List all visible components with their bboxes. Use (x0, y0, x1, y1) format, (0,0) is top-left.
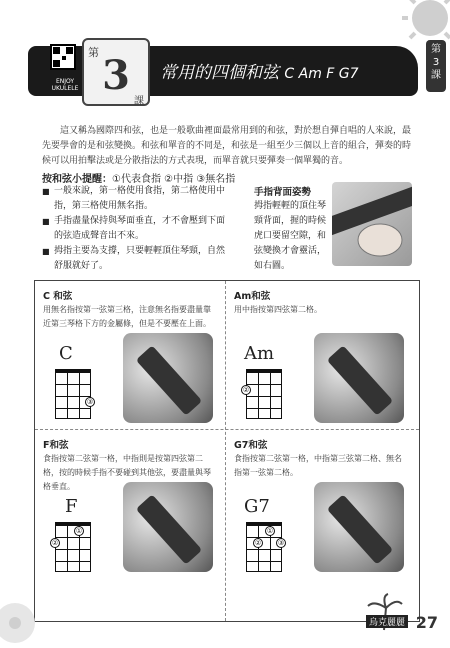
chord-photo (123, 482, 213, 572)
finger-dot: ③ (86, 398, 94, 406)
chord-title: C 和弦 (43, 291, 73, 302)
chord-title: F和弦 (43, 440, 69, 451)
chord-name: C (59, 343, 73, 364)
side-tab-di: 第 (431, 44, 441, 55)
footer-label: 烏克麗麗 (366, 615, 408, 628)
back-posture-heading: 手指背面姿勢 (254, 187, 312, 198)
lesson-di: 第 (88, 46, 99, 59)
finger-dot: ② (254, 539, 262, 547)
chord-diagram (51, 522, 91, 572)
intro-paragraph: 這又稱為國際四和弦，也是一般歌曲裡面最常用到的和弦，對於想自彈自唱的人來說，最先要學會的是和弦變換。和弦和單音的不同是，和弦是一組至少三個以上音的組合，彈奏的時候可以用拍擊法或是分散指法的方式表現，而單音就只要彈奏一個單獨的音。 (42, 126, 412, 166)
chord-description: 用無名指按第一弦第三格，注意無名指要盡量靠近第三琴格下方的金屬條，但是不要壓在上面。 (43, 305, 211, 328)
enjoy-ukulele-logo: ENJOY UKULELE (51, 78, 79, 92)
chord-title: Am和弦 (234, 291, 271, 302)
chord-cell-am (226, 281, 416, 429)
chord-cell-g7 (226, 430, 416, 578)
chord-title: G7和弦 (234, 440, 268, 451)
chord-description: 食指按第二弦第一格，中指第三弦第二格、無名指第一弦第二格。 (234, 454, 402, 477)
back-posture-text: 拇指輕輕的頂住琴頸背面，握的時候虎口要留空隙，和弦變換才會靈活，如右圖。 (254, 201, 327, 271)
side-tab-num: 3 (432, 57, 440, 68)
chord-cell-c (35, 281, 225, 429)
finger-dot: ② (51, 539, 59, 547)
chord-photo (314, 333, 404, 423)
side-tab (426, 40, 446, 92)
back-posture-photo (332, 182, 412, 266)
tips-heading: 按和弦小提醒：①代表食指 ②中指 ③無名指 (42, 174, 236, 185)
title-chords: C Am F G7 (284, 66, 359, 82)
side-tab-ke: 課 (431, 70, 441, 81)
page-number: 27 (415, 613, 438, 632)
chord-description: 用中指按第四弦第二格。 (234, 305, 322, 314)
lesson-number: 3 (102, 52, 130, 99)
qr-code-icon (50, 44, 76, 70)
finger-dot: ② (242, 386, 250, 394)
chord-photo (123, 333, 213, 423)
finger-dot: ① (266, 527, 274, 535)
tip-item: ■ 拇指主要為支撐，只要輕輕頂住琴頸，自然舒服就好了。 (42, 244, 232, 274)
tip-item: ■ 手指盡量保持與琴面垂直，才不會壓到下面的弦造成聲音出不來。 (42, 214, 232, 244)
chord-name: Am (244, 343, 275, 364)
chord-grid (34, 280, 420, 622)
chord-photo (314, 482, 404, 572)
chord-diagram (242, 369, 282, 419)
hibiscus-decoration-icon (0, 598, 40, 648)
chord-cell-f (35, 430, 225, 578)
title-text: 常用的四個和弦 (160, 63, 279, 83)
chord-description: 食指按第二弦第一格，中指則是按第四弦第二格，按的時候手指不要碰到其他弦，要盡量與琴格垂直。 (43, 454, 211, 491)
chord-name: F (65, 496, 78, 517)
chord-diagram (55, 369, 94, 419)
page-title (160, 58, 359, 83)
finger-numbers: ①代表食指 ②中指 ③無名指 (112, 174, 236, 185)
chord-diagram (246, 522, 285, 572)
finger-dot: ① (75, 527, 83, 535)
chord-name: G7 (244, 496, 270, 517)
tip-item: ■ 一般來說，第一格使用食指，第二格使用中指，第三格使用無名指。 (42, 184, 232, 214)
tips-list (42, 184, 232, 274)
lesson-ke: 課 (134, 96, 144, 107)
finger-dot: ③ (277, 539, 285, 547)
